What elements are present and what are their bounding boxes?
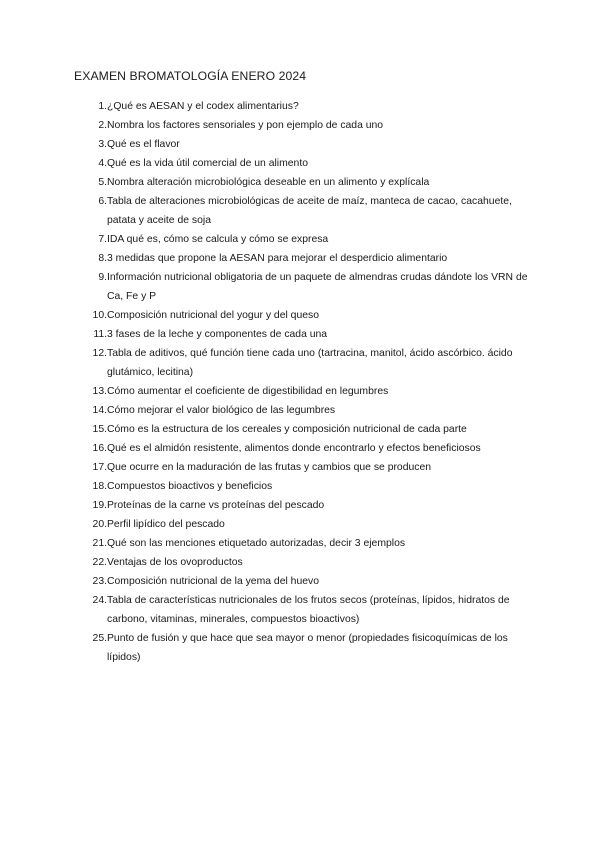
question-number: 23.: [92, 576, 107, 587]
question-number: 6.: [98, 196, 107, 207]
question-text: 3 fases de la leche y componentes de cada una: [107, 329, 328, 340]
question-item: [74, 515, 534, 534]
question-number-cell: [74, 553, 107, 572]
question-number-cell: [74, 173, 107, 192]
question-number: 17.: [92, 462, 107, 473]
question-item: [74, 401, 534, 420]
question-number: 20.: [92, 519, 107, 530]
question-text: Qué es el flavor: [107, 139, 180, 150]
question-item: [74, 458, 534, 477]
question-number: 9.: [98, 272, 107, 283]
question-text: Compuestos bioactivos y beneficios: [107, 481, 273, 492]
question-item: [74, 344, 534, 382]
question-text: Tabla de aditivos, qué función tiene cada uno (tartracina, manitol, ácido ascórbico. ácido glutámico, lecitina): [107, 348, 513, 378]
question-number-cell: [74, 439, 107, 458]
question-number: 21.: [92, 538, 107, 549]
question-text: Tabla de características nutricionales de los frutos secos (proteínas, lípidos, hidratos de carbono, vitaminas, minerales, compuestos bioactivos): [107, 595, 510, 625]
question-number: 14.: [92, 405, 107, 416]
question-number-cell: [74, 230, 107, 249]
question-text: Cómo es la estructura de los cereales y composición nutricional de cada parte: [107, 424, 467, 435]
question-text: Punto de fusión y que hace que sea mayor o menor (propiedades fisicoquímicas de los lípidos): [107, 633, 508, 663]
question-number: 24.: [92, 595, 107, 606]
question-item: [74, 173, 534, 192]
question-number: 5.: [98, 177, 107, 188]
question-number-cell: [74, 496, 107, 515]
question-number-cell: [74, 268, 107, 287]
question-number: 1.: [98, 101, 107, 112]
question-number-cell: [74, 249, 107, 268]
question-number: 8.: [98, 253, 107, 264]
question-number-cell: [74, 154, 107, 173]
question-item: [74, 420, 534, 439]
question-number-cell: [74, 515, 107, 534]
question-text: Nombra los factores sensoriales y pon ejemplo de cada uno: [107, 120, 384, 131]
question-item: [74, 135, 534, 154]
question-number: 11.: [93, 329, 107, 340]
question-item: [74, 325, 534, 344]
question-text: Cómo aumentar el coeficiente de digestibilidad en legumbres: [107, 386, 389, 397]
question-text: Proteínas de la carne vs proteínas del pescado: [107, 500, 325, 511]
question-item: [74, 591, 534, 629]
question-item: [74, 116, 534, 135]
question-item: [74, 382, 534, 401]
question-number-cell: [74, 344, 107, 363]
question-number-cell: [74, 591, 107, 610]
question-text: Qué es la vida útil comercial de un alimento: [107, 158, 308, 169]
question-item: [74, 249, 534, 268]
question-item: [74, 496, 534, 515]
question-number: 2.: [98, 120, 107, 131]
question-item: [74, 534, 534, 553]
question-number: 13.: [92, 386, 107, 397]
question-number-cell: [74, 135, 107, 154]
question-item: [74, 306, 534, 325]
question-item: [74, 97, 534, 116]
question-text: Que ocurre en la maduración de las frutas y cambios que se producen: [107, 462, 432, 473]
question-text: Cómo mejorar el valor biológico de las legumbres: [107, 405, 336, 416]
question-text: Ventajas de los ovoproductos: [107, 557, 243, 568]
question-number: 12.: [92, 348, 107, 359]
question-number-cell: [74, 572, 107, 591]
question-number-cell: [74, 534, 107, 553]
question-number: 16.: [92, 443, 107, 454]
question-text: Información nutricional obligatoria de un paquete de almendras crudas dándote los VRN de Ca, Fe y P: [107, 272, 528, 302]
question-list: [74, 97, 534, 667]
question-text: Tabla de alteraciones microbiológicas de aceite de maíz, manteca de cacao, cacahuete, patata y aceite de soja: [107, 196, 512, 226]
question-item: [74, 439, 534, 458]
question-number-cell: [74, 401, 107, 420]
question-text: IDA qué es, cómo se calcula y cómo se expresa: [107, 234, 329, 245]
question-text: Qué son las menciones etiquetado autorizadas, decir 3 ejemplos: [107, 538, 406, 549]
question-number: 10.: [92, 310, 107, 321]
question-text: Composición nutricional de la yema del huevo: [107, 576, 319, 587]
question-item: [74, 268, 534, 306]
question-item: [74, 230, 534, 249]
question-number-cell: [74, 192, 107, 211]
question-number: 22.: [92, 557, 107, 568]
page-title: EXAMEN BROMATOLOGÍA ENERO 2024: [74, 69, 307, 83]
question-number: 3.: [98, 139, 107, 150]
question-number: 15.: [92, 424, 107, 435]
question-item: [74, 192, 534, 230]
question-number-cell: [74, 477, 107, 496]
question-text: Perfil lipídico del pescado: [107, 519, 225, 530]
question-number-cell: [74, 306, 107, 325]
question-number: 18.: [92, 481, 107, 492]
question-text: ¿Qué es AESAN y el codex alimentarius?: [107, 101, 299, 112]
question-number-cell: [74, 97, 107, 116]
question-number-cell: [74, 420, 107, 439]
question-number: 7.: [98, 234, 107, 245]
question-number-cell: [74, 382, 107, 401]
question-number: 4.: [98, 158, 107, 169]
question-number: 19.: [92, 500, 107, 511]
question-item: [74, 154, 534, 173]
question-text: Composición nutricional del yogur y del queso: [107, 310, 319, 321]
question-item: [74, 477, 534, 496]
question-item: [74, 572, 534, 591]
question-number-cell: [74, 116, 107, 135]
question-text: Nombra alteración microbiológica deseable en un alimento y explícala: [107, 177, 430, 188]
question-text: Qué es el almidón resistente, alimentos donde encontrarlo y efectos beneficiosos: [107, 443, 481, 454]
question-number-cell: [74, 629, 107, 648]
question-text: 3 medidas que propone la AESAN para mejorar el desperdicio alimentario: [107, 253, 448, 264]
question-number: 25.: [92, 633, 107, 644]
question-item: [74, 553, 534, 572]
question-number-cell: [74, 325, 107, 344]
question-number-cell: [74, 458, 107, 477]
question-item: [74, 629, 534, 667]
